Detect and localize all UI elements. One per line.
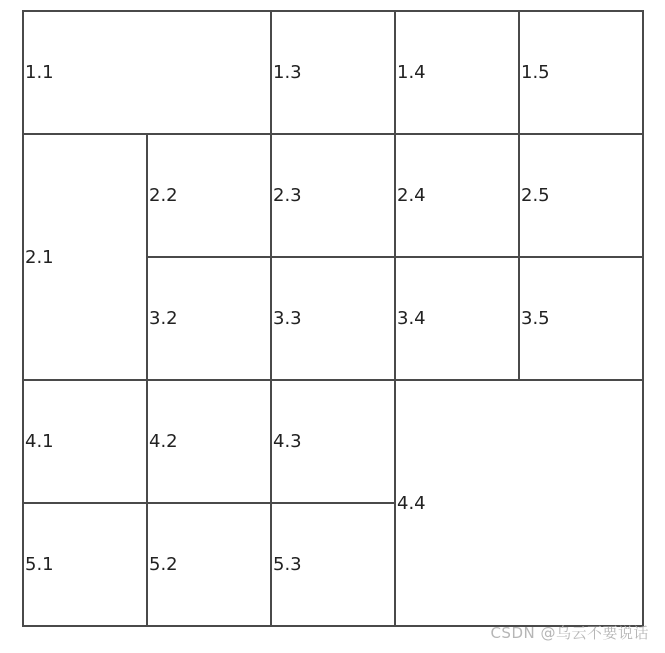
cell-1-4: 1.4 (395, 11, 519, 134)
cell-2-3: 2.3 (271, 134, 395, 257)
cell-2-2: 2.2 (147, 134, 271, 257)
cell-3-2: 3.2 (147, 257, 271, 380)
table-row (23, 11, 643, 134)
cell-3-5: 3.5 (519, 257, 643, 380)
cell-1-5: 1.5 (519, 11, 643, 134)
cell-1-1: 1.1 (23, 11, 271, 134)
cell-1-3: 1.3 (271, 11, 395, 134)
cell-2-1: 2.1 (23, 134, 147, 380)
cell-5-3: 5.3 (271, 503, 395, 626)
cell-3-3: 3.3 (271, 257, 395, 380)
table-row (23, 134, 643, 257)
merged-cells-table (22, 10, 644, 627)
table-row (23, 380, 643, 503)
cell-3-4: 3.4 (395, 257, 519, 380)
cell-4-2: 4.2 (147, 380, 271, 503)
cell-5-2: 5.2 (147, 503, 271, 626)
cell-2-5: 2.5 (519, 134, 643, 257)
cell-2-4: 2.4 (395, 134, 519, 257)
cell-5-1: 5.1 (23, 503, 147, 626)
cell-4-1: 4.1 (23, 380, 147, 503)
watermark: CSDN @乌云不要说话 (490, 624, 649, 642)
cell-4-3: 4.3 (271, 380, 395, 503)
cell-4-4: 4.4 (395, 380, 643, 626)
